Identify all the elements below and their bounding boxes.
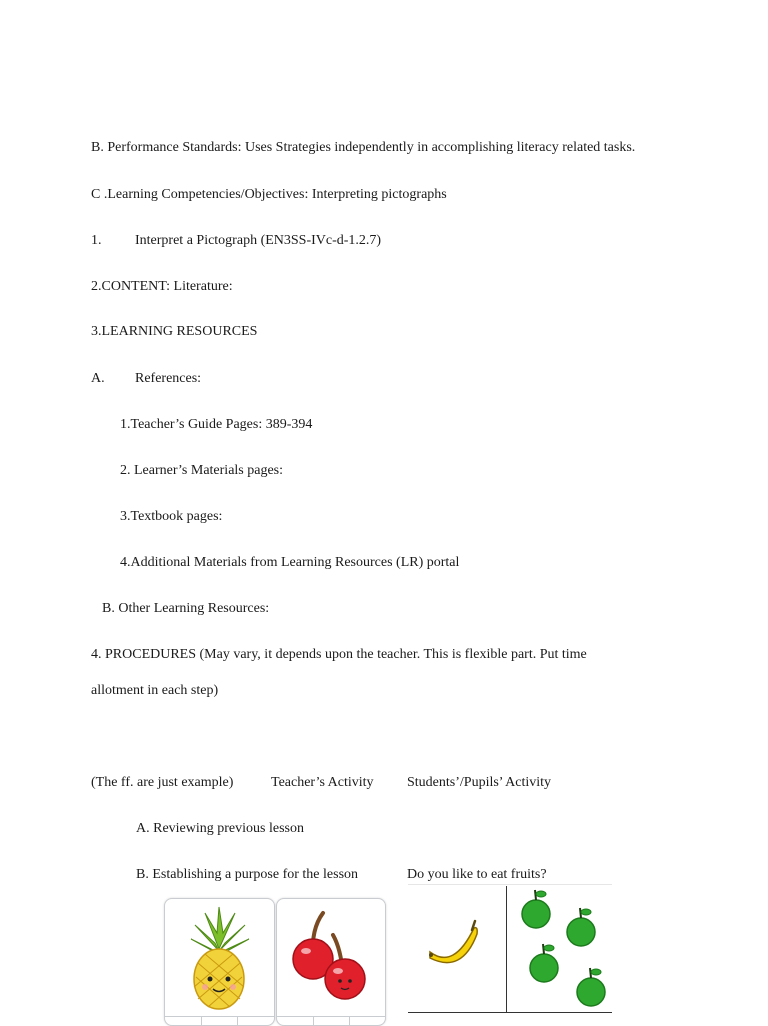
apple-icon [530,944,558,982]
content-heading: 2.CONTENT: Literature: [91,279,233,294]
cherries-icon [277,899,385,1017]
procedures-line-2: allotment in each step) [91,683,219,698]
step-b-question: Do you like to eat fruits? [407,867,547,882]
cherry-card [276,898,386,1026]
objective-item [91,232,381,250]
step-b-purpose: B. Establishing a purpose for the lesson [136,867,359,882]
references-item [91,370,201,388]
references-text: References: [135,371,202,386]
teachers-guide-pages: 1.Teacher’s Guide Pages: 389-394 [120,417,313,432]
pictograph-divider [506,886,507,1012]
objective-text: Interpret a Pictograph (EN3SS-IVc-d-1.2.7) [135,233,382,248]
apples-icon [508,884,612,1012]
textbook-pages: 3.Textbook pages: [120,509,223,524]
apple-icon [567,908,595,946]
references-letter: A. [91,371,105,386]
additional-materials: 4.Additional Materials from Learning Resources (LR) portal [120,555,460,570]
learning-resources-heading: 3.LEARNING RESOURCES [91,324,258,339]
pineapple-icon [165,899,274,1017]
fruit-pictograph [408,884,612,1024]
objective-number: 1. [91,233,102,248]
step-a-reviewing: A. Reviewing previous lesson [136,821,304,836]
performance-standards: B. Performance Standards: Uses Strategies independently in accomplishing literacy related tasks. [91,140,636,155]
other-learning-resources: B. Other Learning Resources: [102,601,270,616]
learners-materials-pages: 2. Learner’s Materials pages: [120,463,284,478]
procedures-line-1: 4. PROCEDURES (May vary, it depends upon the teacher. This is flexible part. Put time [91,647,587,662]
table-header-students: Students’/Pupils’ Activity [407,775,552,790]
learning-competencies: C .Learning Competencies/Objectives: Interpreting pictographs [91,187,447,202]
pineapple-card [164,898,275,1026]
table-header-example: (The ff. are just example) [91,775,234,790]
apple-icon [522,890,550,928]
table-header-teacher: Teacher’s Activity [271,775,374,790]
banana-icon [408,884,506,1012]
apple-icon [577,968,605,1006]
